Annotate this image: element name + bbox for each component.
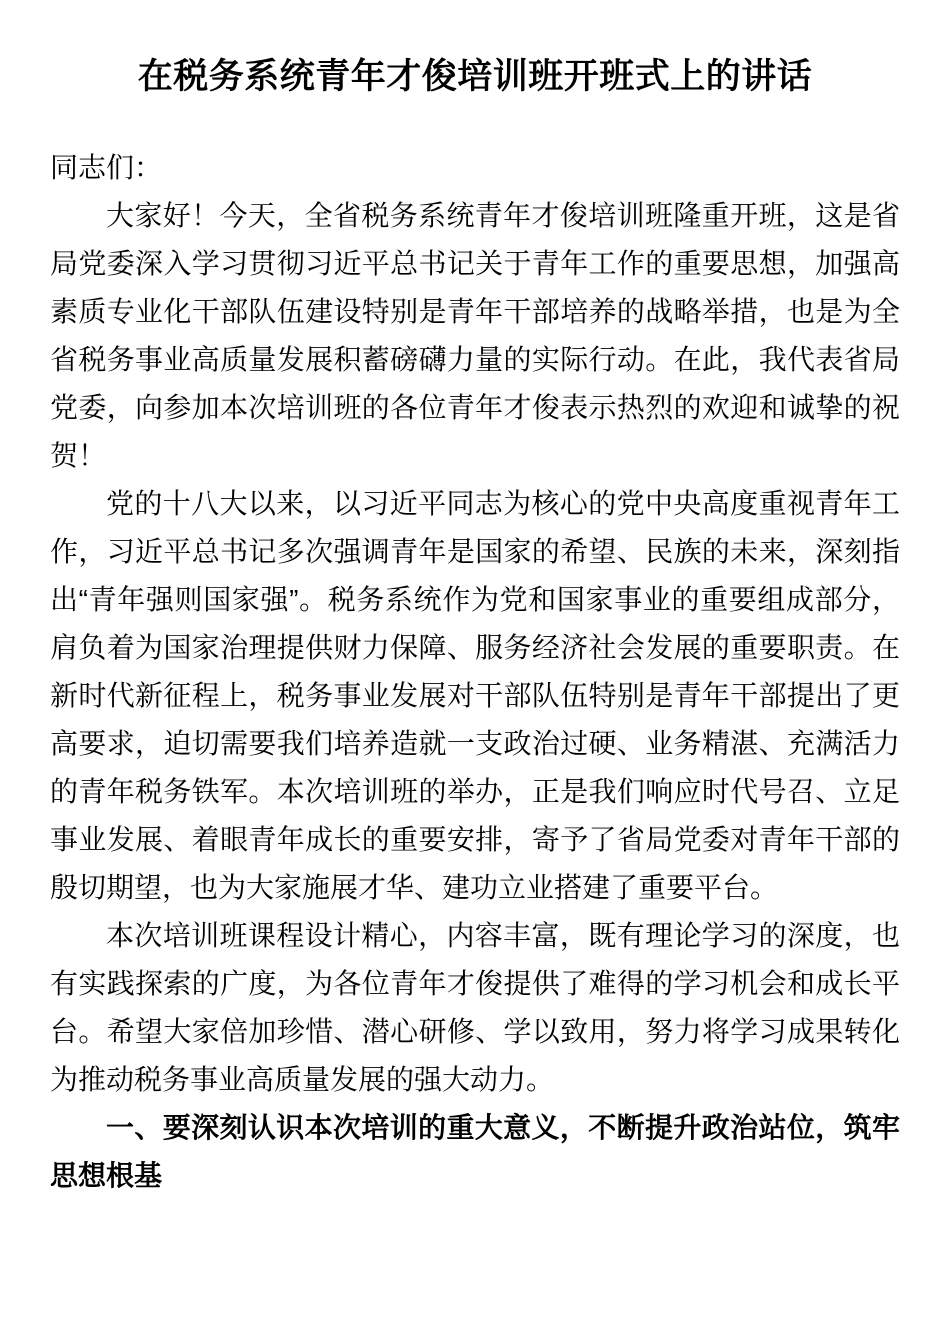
paragraph-2: 党的十八大以来，以习近平同志为核心的党中央高度重视青年工作，习近平总书记多次强调青年是国家的希望、民族的未来，深刻指出“青年强则国家强”。税务系统作为党和国家事业的重要组成部分，肩负着为国家治理提供财力保障、服务经济社会发展的重要职责。在新时代新征程上，税务事业发展对干部队伍特别是青年干部提出了更高要求，迫切需要我们培养造就一支政治过硬、业务精湛、充满活力的青年税务铁军。本次培训班的举办，正是我们响应时代号召、立足事业发展、着眼青年成长的重要安排，寄予了省局党委对青年干部的殷切期望，也为大家施展才华、建功立业搭建了重要平台。 xyxy=(50,488,900,903)
document-body xyxy=(50,0,900,1200)
section-heading-1: 一、要深刻认识本次培训的重大意义，不断提升政治站位，筑牢思想根基 xyxy=(50,1112,900,1191)
page-title: 在税务系统青年才俊培训班开班式上的讲话 xyxy=(137,57,813,96)
salutation: 同志们： xyxy=(50,152,163,183)
paragraph-3: 本次培训班课程设计精心，内容丰富，既有理论学习的深度，也有实践探索的广度，为各位青年才俊提供了难得的学习机会和成长平台。希望大家倍加珍惜、潜心研修、学以致用，努力将学习成果转化为推动税务事业高质量发展的强大动力。 xyxy=(50,920,900,1095)
paragraph-1: 大家好！今天，全省税务系统青年才俊培训班隆重开班，这是省局党委深入学习贯彻习近平总书记关于青年工作的重要思想，加强高素质专业化干部队伍建设特别是青年干部培养的战略举措，也是为全省税务事业高质量发展积蓄磅礴力量的实际行动。在此，我代表省局党委，向参加本次培训班的各位青年才俊表示热烈的欢迎和诚挚的祝贺！ xyxy=(50,200,900,471)
